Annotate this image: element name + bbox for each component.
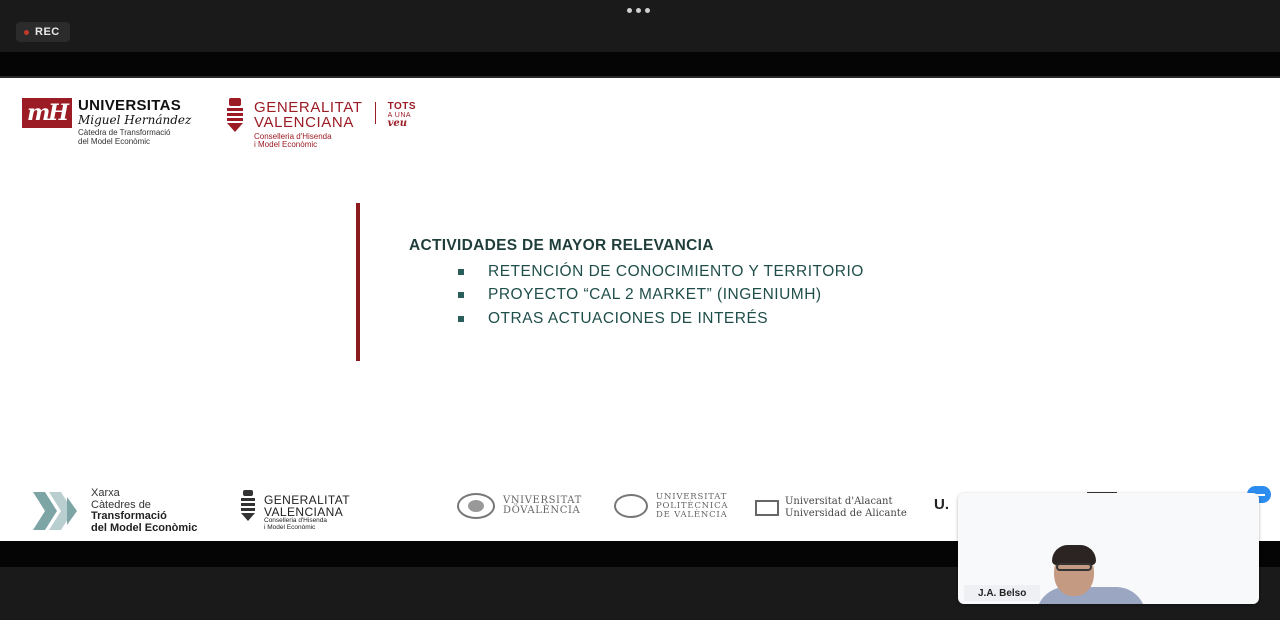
generalitat-dept-2: i Model Econòmic: [254, 140, 318, 149]
glasses-icon: [1056, 563, 1092, 571]
generalitat-crest-icon: [222, 94, 248, 134]
umh-mark-icon: mH: [22, 98, 72, 128]
generalitat-name-2: VALENCIANA: [254, 114, 354, 131]
recording-indicator[interactable]: [16, 22, 70, 42]
umh-chair-1: Càtedra de Transformació: [78, 128, 171, 137]
umh-name: UNIVERSITAS: [78, 97, 182, 114]
umh-logo: [22, 98, 191, 146]
participant-video: [1036, 543, 1146, 604]
bullet-icon: [458, 316, 464, 322]
universitat-alacant-logo: Universitat d'Alacant Universidad de Alicante: [755, 496, 907, 519]
bullet-icon: [458, 269, 464, 275]
bullet-icon: [458, 292, 464, 298]
accent-line: [356, 203, 360, 361]
slide-heading: ACTIVIDADES DE MAYOR RELEVANCIA: [409, 237, 714, 254]
meeting-top-bar: [0, 0, 1280, 52]
generalitat-logo: [222, 94, 416, 149]
generalitat-crest-icon: [238, 488, 258, 522]
xarxa-catedres-logo: Xarxa Càtedres de Transformació del Model Econòmic: [33, 488, 197, 534]
list-item: PROYECTO “CAL 2 MARKET” (INGENIUMH): [458, 284, 864, 308]
logo-divider: [375, 102, 376, 124]
universitat-valencia-logo: VNIVERSITAT DÖVALÈNCIA: [457, 493, 582, 519]
tots-a-una-veu-logo: TOTS A UNA veu: [387, 101, 417, 129]
xarxa-chevrons-icon: [33, 492, 81, 530]
umh-name-2: Miguel Hernández: [78, 113, 192, 127]
list-item: OTRAS ACTUACIONES DE INTERÉS: [458, 307, 864, 331]
record-dot-icon: [24, 30, 29, 35]
participant-video-tile[interactable]: [958, 493, 1259, 604]
more-options-icon[interactable]: [627, 8, 650, 13]
bullet-list: [458, 260, 864, 331]
generalitat-name-1: GENERALITAT: [254, 99, 363, 116]
upv-logo: UNIVERSITAT POLITÈCNICA DE VALÈNCIA: [614, 493, 728, 520]
university-seal-icon: [614, 494, 648, 518]
generalitat-footer-logo: GENERALITAT VALENCIANA Conselleria d'Hisenda i Model Econòmic: [238, 488, 350, 531]
shared-slide: [0, 76, 1280, 543]
recording-label: REC: [35, 26, 60, 38]
participant-name: J.A. Belso: [964, 585, 1040, 601]
umh-footer-logo: U.: [934, 496, 949, 513]
university-seal-icon: [457, 493, 495, 519]
ua-mark-icon: [755, 500, 779, 516]
umh-chair-2: del Model Econòmic: [78, 137, 151, 146]
screen-share-border-top: [0, 52, 1280, 76]
generalitat-dept-1: Conselleria d'Hisenda: [254, 132, 332, 141]
list-item: RETENCIÓN DE CONOCIMIENTO Y TERRITORIO: [458, 260, 864, 284]
